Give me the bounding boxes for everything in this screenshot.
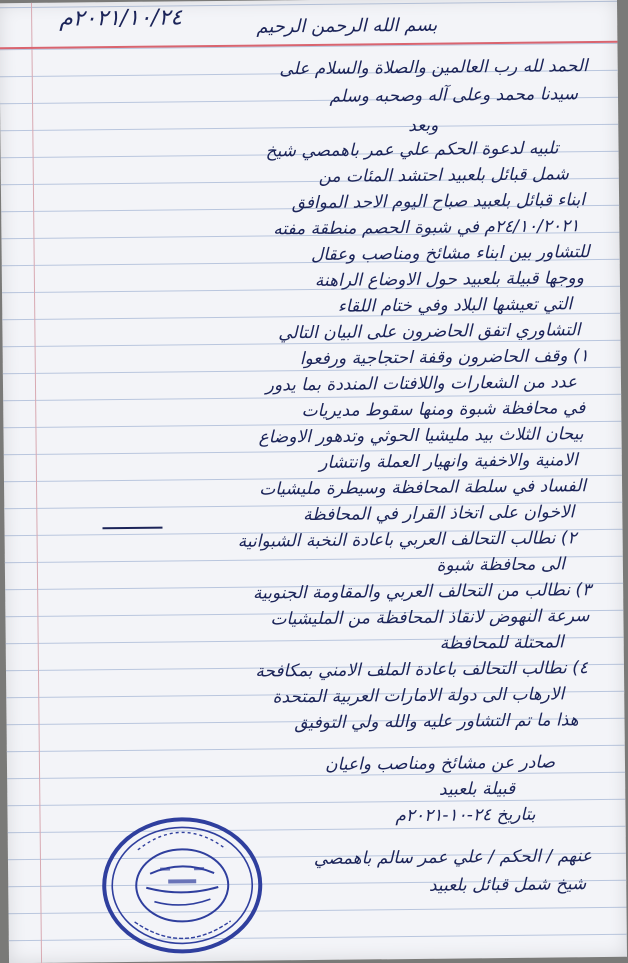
body-line: ٤) نطالب التحالف باعادة الملف الامني بمكافحة [255, 658, 589, 682]
body-line: في محافظة شبوة ومنها سقوط مديريات [301, 398, 586, 422]
body-line: تلبيه لدعوة الحكم علي عمر باهمصي شيخ [265, 138, 559, 162]
header-date: ٢٠٢١/١٠/٢٤م [59, 5, 183, 32]
body-line: الاخوان على اتخاذ القرار في المحافظة [303, 502, 575, 526]
body-line: ٣) نطالب من التحالف العربي والمقاومة الجنوبية [252, 580, 592, 604]
closing-date: بتاريخ ٢٤-١٠-٢٠٢١م [395, 804, 536, 827]
body-line: ٢٤/١٠/٢٠٢١م في شبوة الحصم منطقة مفته [273, 216, 580, 240]
body-line: الحمد لله رب العالمين والصلاة والسلام على [279, 56, 588, 80]
body-line: الفساد في سلطة المحافظة وسيطرة مليشيات [259, 476, 587, 500]
closing-line: قبيلة بلعبيد [438, 778, 516, 800]
body-line: الارهاب الى دولة الامارات العربية المتحدة [272, 684, 565, 708]
body-line: عدد من الشعارات واللافتات المنددة بما يدور [265, 372, 578, 396]
body-line: التشاوري اتفق الحاضرون على البيان التالي [278, 320, 581, 344]
body-line: ٢) نطالب التحالف العربي باعادة النخبة الشبوانية [237, 528, 577, 552]
basmala: بسم الله الرحمن الرحيم [256, 14, 438, 38]
body-line: الى محافظة شبوة [436, 554, 566, 576]
body-line: شمل قبائل بلعبيد احتشد المئات من [318, 164, 569, 187]
body-line: سيدنا محمد وعلى آله وصحبه وسلم [329, 84, 579, 107]
body-line: للتشاور بين ابناء مشائخ ومناصب وعقال [310, 242, 590, 266]
body-line: هذا ما تم التشاور عليه والله ولي التوفيق [294, 710, 579, 734]
body-line: ١) وقف الحاضرون وقفة احتجاجية ورفعوا [299, 346, 589, 370]
tribal-seal-stamp [97, 809, 267, 959]
signature-line: شيخ شمل قبائل بلعبيد [428, 874, 587, 896]
body-line: ووجها قبيلة بلعبيد حول الاوضاع الراهنة [314, 268, 585, 291]
body-line: ابناء قبائل بلعبيد صباح اليوم الاحد الموافق [291, 190, 586, 214]
body-line: الامنية والاخفية وانهيار العملة وانتشار [319, 450, 578, 473]
body-line: التي تعيشها البلاد وفي ختام اللقاء [337, 294, 573, 317]
body-line: سرعة النهوض لانقاذ المحافظة من المليشيات [270, 606, 590, 630]
closing-line: صادر عن مشائخ ومناصب واعيان [325, 752, 556, 775]
pen-stroke [102, 527, 162, 530]
body-line: بيحان الثلاث بيد مليشيا الحوثي وتدهور الاوضاع [258, 424, 584, 448]
signature-line: عنهم / الحكم / علي عمر سالم باهمصي [313, 846, 593, 870]
body-line: وبعد [408, 115, 439, 136]
body-line: المحتلة للمحافظة [439, 632, 564, 654]
